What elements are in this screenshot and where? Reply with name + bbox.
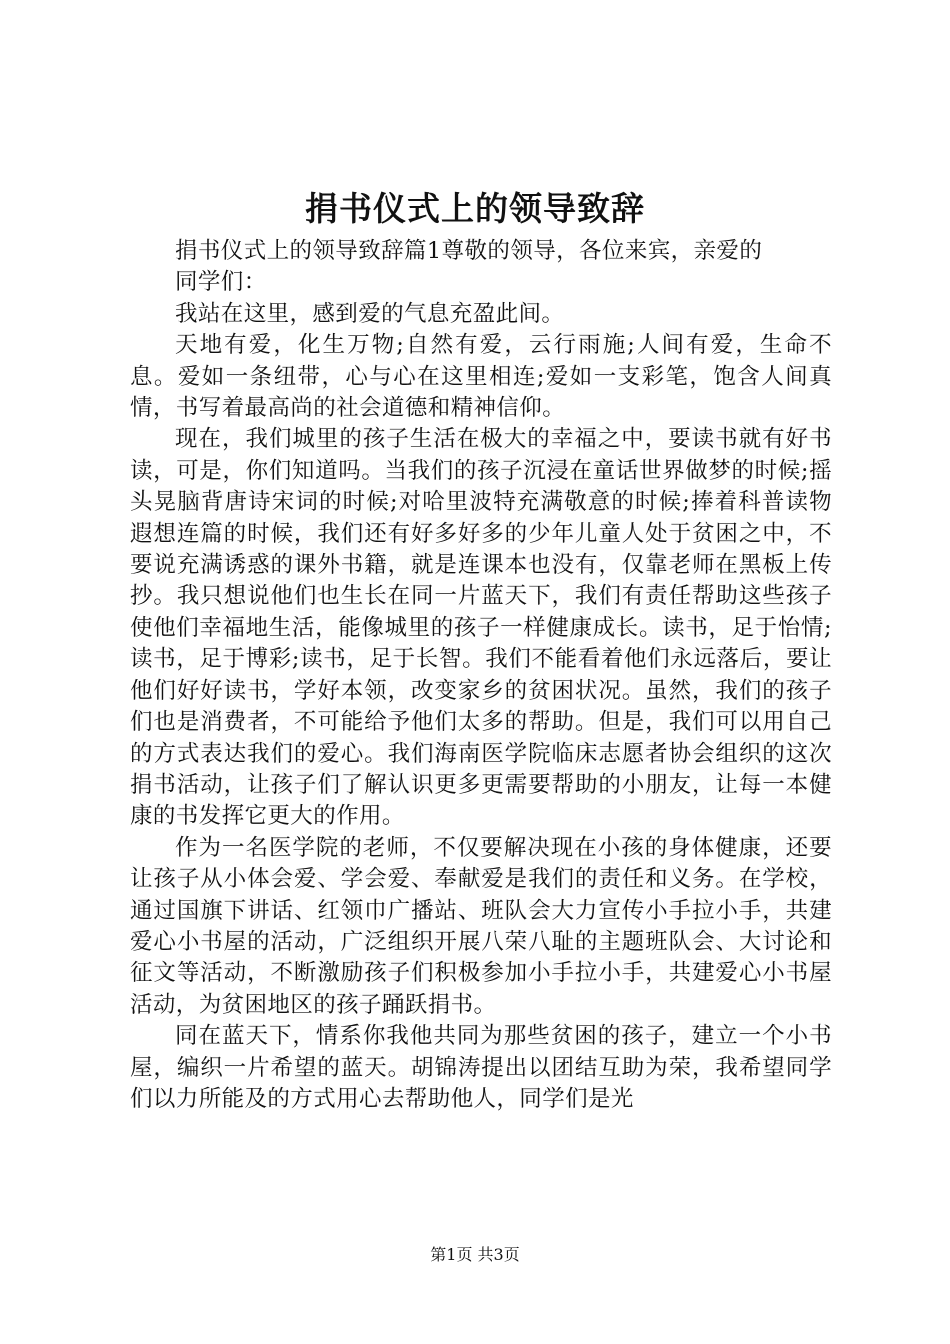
paragraph-4: 天地有爱，化生万物;自然有爱，云行雨施;人间有爱，生命不息。爱如一条纽带，心与心在这里相连;爱如一支彩笔，饱含人间真情，书写着最高尚的社会道德和精神信仰。 — [130, 332, 832, 422]
paragraph-7: 同在蓝天下，情系你我他共同为那些贫困的孩子，建立一个小书屋，编织一片希望的蓝天。胡锦涛提出以团结互助为荣，我希望同学们以力所能及的方式用心去帮助他人，同学们是光 — [130, 1023, 832, 1112]
paragraph-2: 同学们： — [175, 269, 267, 296]
document-title: 捐书仪式上的领导致辞 — [305, 189, 645, 228]
page-footer: 第1页 共3页 — [430, 1245, 520, 1264]
paragraph-5: 现在，我们城里的孩子生活在极大的幸福之中，要读书就有好书读，可是，你们知道吗。当我们的孩子沉浸在童话世界做梦的时候;摇头晃脑背唐诗宋词的时候;对哈里波特充满敬意的时候;捧着科普读物遐想连篇的时候，我们还有好多好多的少年儿童人处于贫困之中，不要说充满诱惑的课外书籍，就是连课本也没有，仅靠老师在黑板上传抄。我只想说他们也生长在同一片蓝天下，我们有责任帮助这些孩子使他们幸福地生活，能像城里的孩子一样健康成长。读书，足于怡情;读书，足于博彩;读书，足于长智。我们不能看着他们永远落后，要让他们好好读书，学好本领，改变家乡的贫困状况。虽然，我们的孩子们也是消费者，不可能给予他们太多的帮助。但是，我们可以用自己的方式表达我们的爱心。我们海南医学院临床志愿者协会组织的这次捐书活动，让孩子们了解认识更多更需要帮助的小朋友，让每一本健康的书发挥它更大的作用。 — [130, 426, 832, 830]
paragraph-6: 作为一名医学院的老师，不仅要解决现在小孩的身体健康，还要让孩子从小体会爱、学会爱、奉献爱是我们的责任和义务。在学校，通过国旗下讲话、红领巾广播站、班队会大力宣传小手拉小手，共建爱心小书屋的活动，广泛组织开展八荣八耻的主题班队会、大讨论和征文等活动，不断激励孩子们积极参加小手拉小手，共建爱心小书屋活动，为贫困地区的孩子踊跃捐书。 — [130, 834, 832, 1018]
paragraph-1: 捐书仪式上的领导致辞篇1尊敬的领导，各位来宾，亲爱的 — [175, 238, 763, 264]
paragraph-3: 我站在这里，感到爱的气息充盈此间。 — [175, 300, 565, 327]
document-body — [130, 236, 832, 1115]
